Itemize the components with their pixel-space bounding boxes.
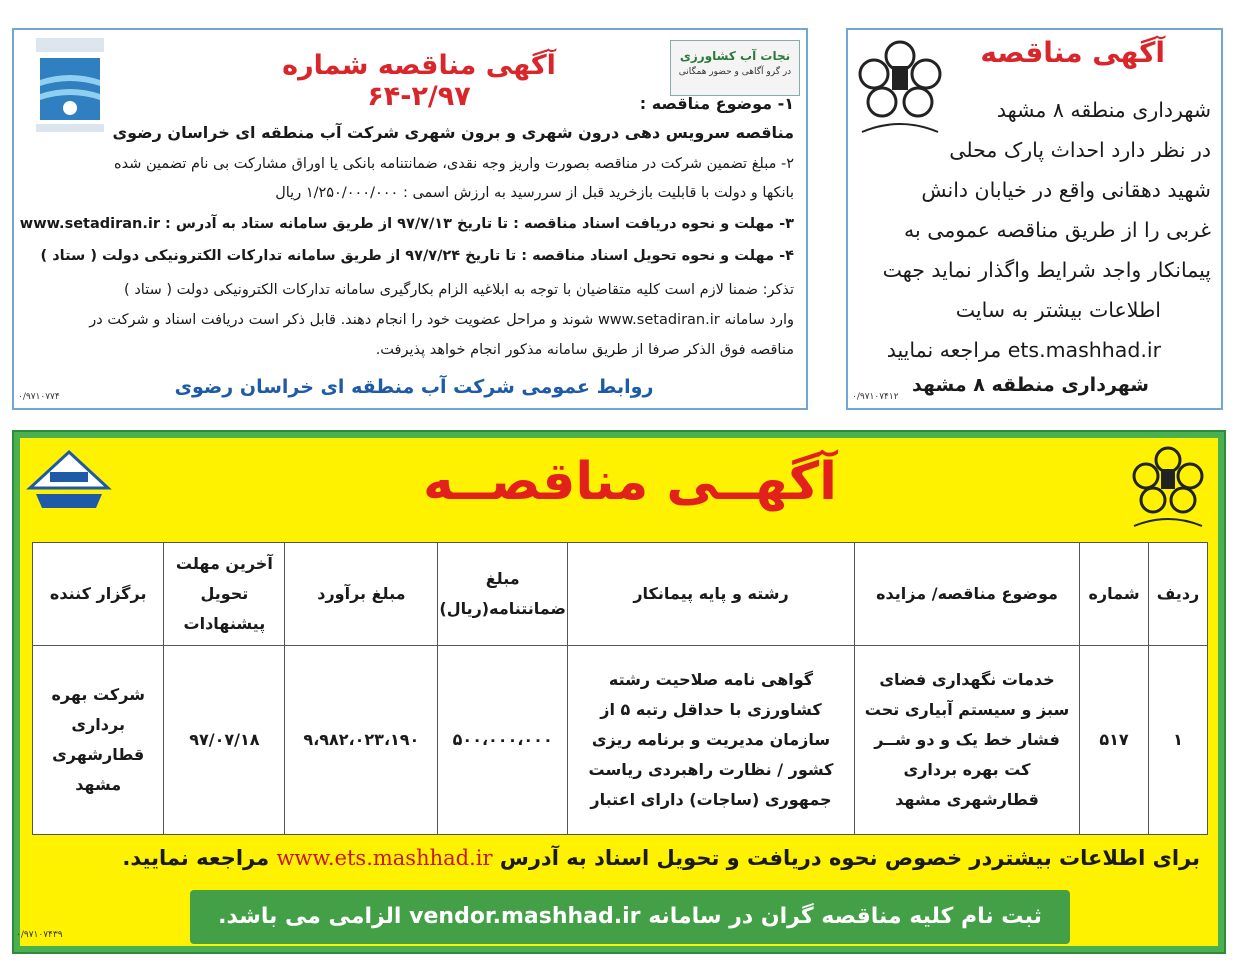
vendor-registration-text: ثبت نام کلیه مناقصه گران در سامانه vendor.mashhad.ir الزامی می باشد. [218,904,1042,929]
tender-ad [12,430,1226,954]
metro-company-logo [26,448,112,516]
cell-deadline: ۹۷/۰۷/۱۸ [164,646,285,835]
tender-ad-panel [20,438,1218,946]
cell-radif: ۱ [1149,646,1208,835]
col-header-organizer: برگزار کننده [33,543,164,646]
tender-table [32,542,1208,835]
ad-code: ۰/۹۷۱۰۷۴۱۲ [852,392,899,402]
more-info-suffix: مراجعه نمایید. [122,846,270,870]
col-header-subject: موضوع مناقصه/ مزایده [855,543,1080,646]
vendor-registration-banner [190,890,1070,944]
cell-guarantee: ۵۰۰،۰۰۰،۰۰۰ [438,646,568,835]
col-header-radif: ردیف [1149,543,1208,646]
more-info-line [122,846,1200,870]
tender-ad-title: آگهــی مناقصــه [423,452,837,512]
water-ad-line: بانکها و دولت با قابلیت بازخرید قبل از سررسید به ارزش اسمی : ۱/۲۵۰/۰۰۰/۰۰۰ ریال [275,185,794,201]
cell-number: ۵۱۷ [1080,646,1149,835]
water-company-logo [32,36,108,136]
mashhad-municipality-emblem [1126,442,1210,538]
water-ad-line: ۴- مهلت و نحوه تحویل اسناد مناقصه : تا تاریخ ۹۷/۷/۲۴ از طریق سامانه تدارکات الکترونیکی دولت ( ستاد ) [40,248,794,264]
slogan-line1: نجات آب کشاورزی [679,49,791,63]
muni-ad-line: شهید دهقانی واقع در خیابان دانش [921,178,1211,202]
ad-code: ۰/۹۷۱۰۷۷۴ [18,392,60,402]
muni-ad-signature: شهرداری منطقه ۸ مشهد [912,374,1149,396]
water-ad-line: ۳- مهلت و نحوه دریافت اسناد مناقصه : تا تاریخ ۹۷/۷/۱۳ از طریق سامانه ستاد به آدرس : www.setadiran.ir [19,216,794,232]
slogan-line2: در گرو آگاهی و حضور همگانی [678,67,792,77]
water-ad-line: ۱- موضوع مناقصه : [639,94,794,113]
col-header-guarantee: مبلغ ضمانتنامه(ریال) [438,543,568,646]
ad-code: ۰/۹۷۱۰۷۴۳۹ [16,930,63,940]
muni-ad-line: پیمانکار واجد شرایط واگذار نماید جهت [882,258,1211,282]
municipality-ad [846,28,1223,410]
slogan-badge [670,40,800,96]
water-ad-line: وارد سامانه www.setadiran.ir شوند و مراحل عضویت خود را انجام دهند. قابل ذکر است دریافت اسناد و شرکت در [89,312,794,328]
table-header-row [33,543,1208,646]
water-ad-title: آگهی مناقصه شماره ۲/۹۷-۶۴ [282,50,556,112]
more-info-prefix: برای اطلاعات بیشتردر خصوص نحوه دریافت و تحویل اسناد به آدرس [499,846,1200,870]
cell-contractor: گواهی نامه صلاحیت رشته کشاورزی با حداقل رتبه ۵ از سازمان مدیریت و برنامه ریزی کشور / نظارت راهبردی ریاست جمهوری (ساجات) دارای اعتبار [568,646,855,835]
water-ad-line: تذکر: ضمنا لازم است کلیه متقاضیان با توجه به ابلاغیه الزام بکارگیری سامانه تدارکات الکترونیکی دولت ( ستاد ) [124,282,794,298]
col-header-number: شماره [1080,543,1149,646]
muni-ad-line: در نظر دارد احداث پارک محلی [949,138,1211,162]
muni-ad-body [853,90,1211,370]
water-ad-line: مناقصه سرویس دهی درون شهری و برون شهری شرکت آب منطقه ای خراسان رضوی [112,123,794,142]
cell-estimate: ۹،۹۸۲،۰۲۳،۱۹۰ [285,646,438,835]
muni-ad-line: غربی را از طریق مناقصه عمومی به [904,218,1211,242]
more-info-url[interactable]: www.ets.mashhad.ir [276,846,493,870]
muni-ad-line: اطلاعات بیشتر به سایت [955,298,1161,322]
muni-ad-line: ets.mashhad.ir مراجعه نمایید [886,338,1161,362]
water-ad-line: مناقصه فوق الذکر صرفا از طریق سامانه مذکور انجام خواهد پذیرفت. [375,342,794,358]
col-header-contractor: رشته و پایه پیمانکار [568,543,855,646]
col-header-deadline: آخرین مهلت تحویل پیشنهادات [164,543,285,646]
table-row [33,646,1208,835]
water-ad-line: ۲- مبلغ تضمین شرکت در مناقصه بصورت واریز وجه نقدی، ضمانتنامه بانکی یا اوراق مشارکت بی نام تضمین شده [113,156,794,172]
cell-subject: خدمات نگهداری فضای سبز و سیستم آبیاری تحت فشار خط یک و دو شــر کت بهره برداری قطارشهری مشهد [855,646,1080,835]
cell-organizer: شرکت بهره برداری قطارشهری مشهد [33,646,164,835]
col-header-estimate: مبلغ برآورد [285,543,438,646]
water-company-ad [12,28,808,410]
muni-ad-title: آگهی مناقصه [980,36,1165,69]
muni-ad-line: شهرداری منطقه ۸ مشهد [996,98,1211,122]
water-ad-footer: روابط عمومی شرکت آب منطقه ای خراسان رضوی [174,376,654,398]
